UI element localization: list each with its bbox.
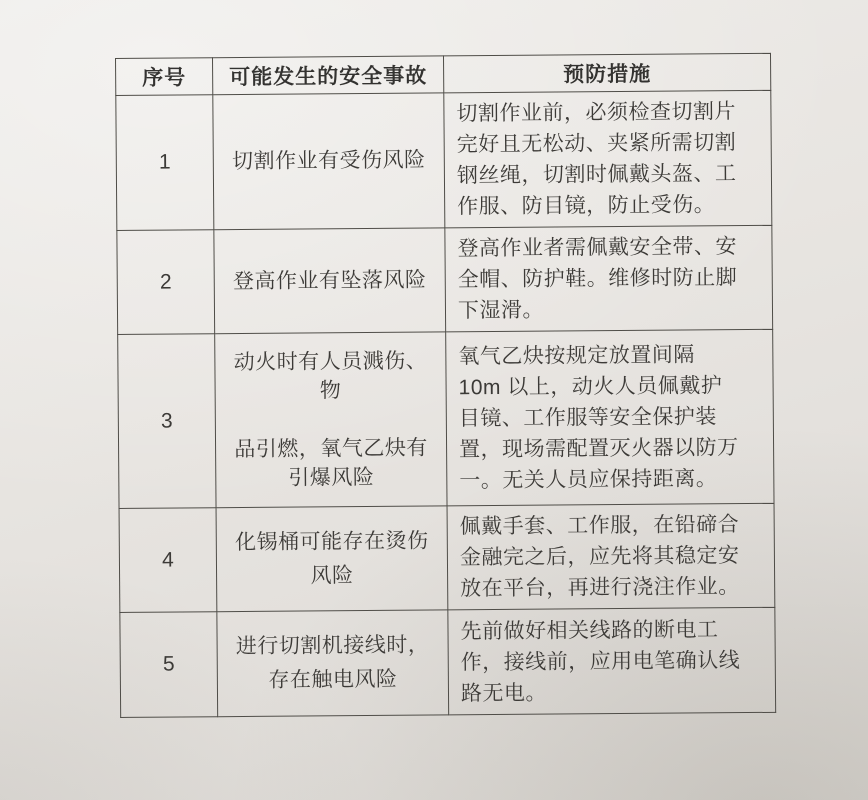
- measure-cell: 先前做好相关线路的断电工 作，接线前，应用电笔确认线 路无电。: [448, 607, 776, 715]
- safety-hazard-table: [115, 53, 776, 718]
- table-row: [120, 607, 776, 717]
- table-header-row: [116, 53, 771, 95]
- hazard-cell: 动火时有人员溅伤、 物 品引燃，氧气乙炔有 引爆风险: [215, 332, 447, 508]
- measure-cell: 登高作业者需佩戴安全带、安 全帽、防护鞋。维修时防止脚 下湿滑。: [445, 225, 773, 332]
- col-header-number: 序号: [116, 58, 213, 96]
- measure-cell: 切割作业前，必须检查切割片 完好且无松动、夹紧所需切割 钢丝绳，切割时佩戴头盔、工 作服、防目镜，防止受伤。: [444, 90, 772, 228]
- hazard-cell: 登高作业有坠落风险: [214, 228, 446, 334]
- table-row: [118, 329, 774, 508]
- measure-cell: 氧气乙炔按规定放置间隔 10m 以上，动火人员佩戴护 目镜、工作服等安全保护装 置，现场需配置灭火器以防万 一。无关人员应保持距离。: [446, 329, 774, 506]
- row-number-cell: 1: [116, 95, 214, 231]
- table-row: [116, 90, 772, 230]
- hazard-cell: 切割作业有受伤风险: [213, 93, 445, 230]
- col-header-measure: 预防措施: [443, 53, 770, 93]
- row-number-cell: 3: [118, 334, 216, 509]
- col-header-hazard: 可能发生的安全事故: [213, 56, 444, 95]
- table-row: [119, 503, 775, 612]
- table-row: [117, 225, 773, 334]
- row-number-cell: 5: [120, 612, 218, 718]
- row-number-cell: 2: [117, 230, 215, 335]
- row-number-cell: 4: [119, 508, 217, 613]
- measure-cell: 佩戴手套、工作服，在铅碲合 金融完之后，应先将其稳定安 放在平台，再进行浇注作业。: [447, 503, 775, 610]
- hazard-cell: 进行切割机接线时， 存在触电风险: [217, 610, 449, 717]
- hazard-cell: 化锡桶可能存在烫伤 风险: [216, 506, 448, 612]
